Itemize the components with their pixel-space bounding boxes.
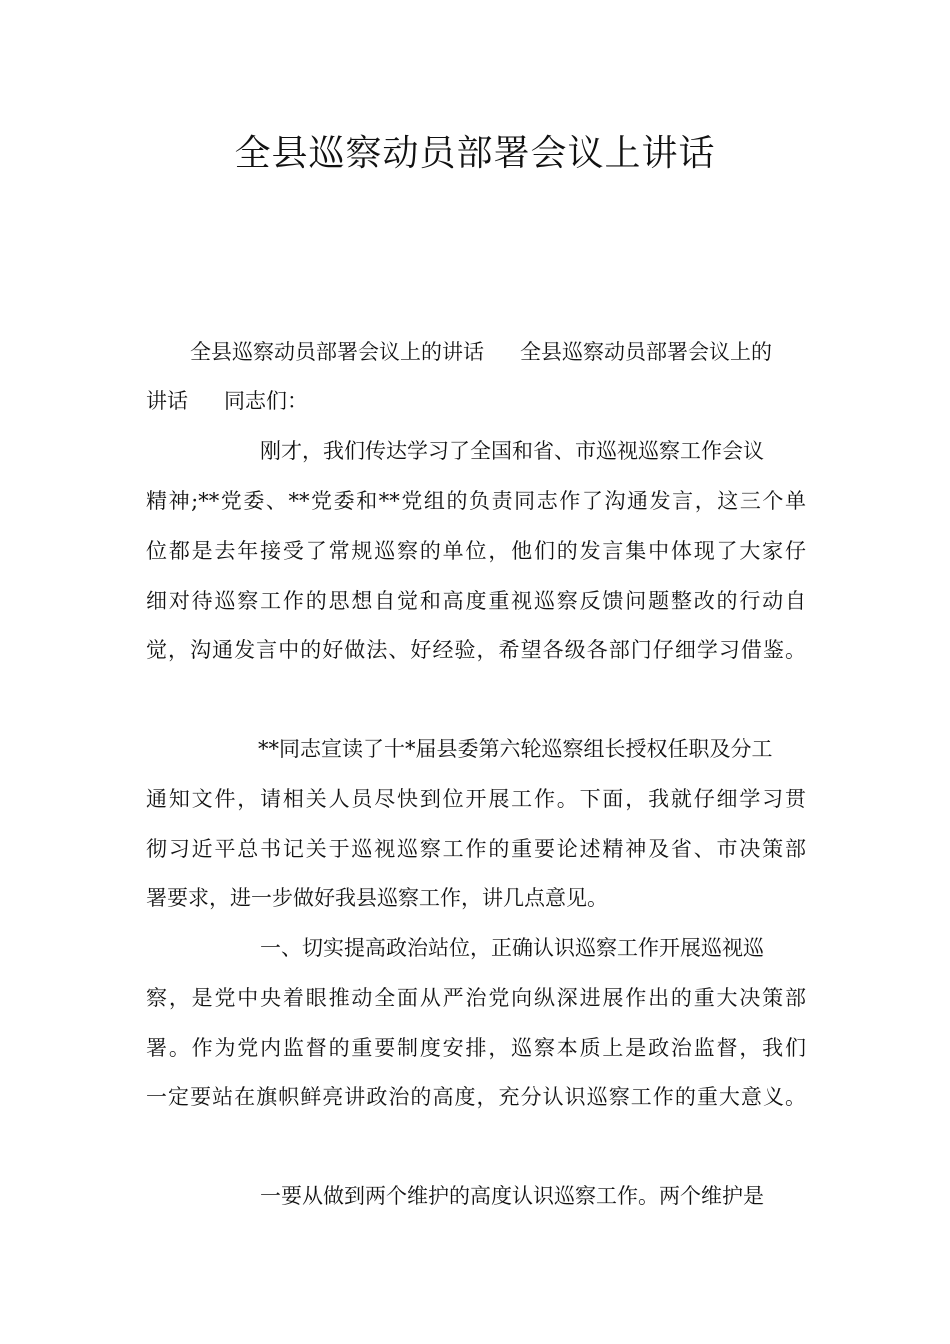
intro-line-2 [146, 386, 806, 416]
intro-line-2-part-1: 讲话 [146, 389, 188, 413]
intro-line-2-part-2: 同志们： [224, 389, 308, 413]
paragraph-3-line-2: 察，是党中央着眼推动全面从严治党向纵深进展作出的重大决策部 [146, 986, 806, 1010]
paragraph-1-line-2: 精神;**党委、**党委和**党组的负责同志作了沟通发言，这三个单 [146, 489, 806, 513]
paragraph-2-line-4: 署要求，进一步做好我县巡察工作，讲几点意见。 [146, 886, 608, 910]
paragraph-2-line-3: 彻习近平总书记关于巡视巡察工作的重要论述精神及省、市决策部 [146, 837, 806, 861]
paragraph-1-line-5: 觉，沟通发言中的好做法、好经验，希望各级各部门仔细学习借鉴。 [146, 638, 806, 662]
intro-line-1-part-1: 全县巡察动员部署会议上的讲话 [190, 340, 484, 364]
paragraph-1-line-1: 刚才，我们传达学习了全国和省、市巡视巡察工作会议 [260, 439, 764, 463]
paragraph-4-line-1: 一要从做到两个维护的高度认识巡察工作。两个维护是 [260, 1184, 764, 1208]
intro-line-1 [190, 337, 810, 367]
document-title: 全县巡察动员部署会议上讲话 [234, 133, 716, 174]
paragraph-3-line-4: 一定要站在旗帜鲜亮讲政治的高度，充分认识巡察工作的重大意义。 [146, 1085, 806, 1109]
intro-line-1-part-2: 全县巡察动员部署会议上的 [520, 340, 772, 364]
paragraph-2-line-2: 通知文件，请相关人员尽快到位开展工作。下面，我就仔细学习贯 [146, 787, 806, 811]
paragraph-1-line-3: 位都是去年接受了常规巡察的单位，他们的发言集中体现了大家仔 [146, 539, 806, 563]
paragraph-3-line-3: 署。作为党内监督的重要制度安排，巡察本质上是政治监督，我们 [146, 1036, 806, 1060]
paragraph-1-line-4: 细对待巡察工作的思想自觉和高度重视巡察反馈问题整改的行动自 [146, 589, 806, 613]
paragraph-2-line-1: **同志宣读了十*届县委第六轮巡察组长授权任职及分工 [258, 737, 773, 761]
paragraph-3-line-1: 一、切实提高政治站位，正确认识巡察工作开展巡视巡 [260, 936, 764, 960]
